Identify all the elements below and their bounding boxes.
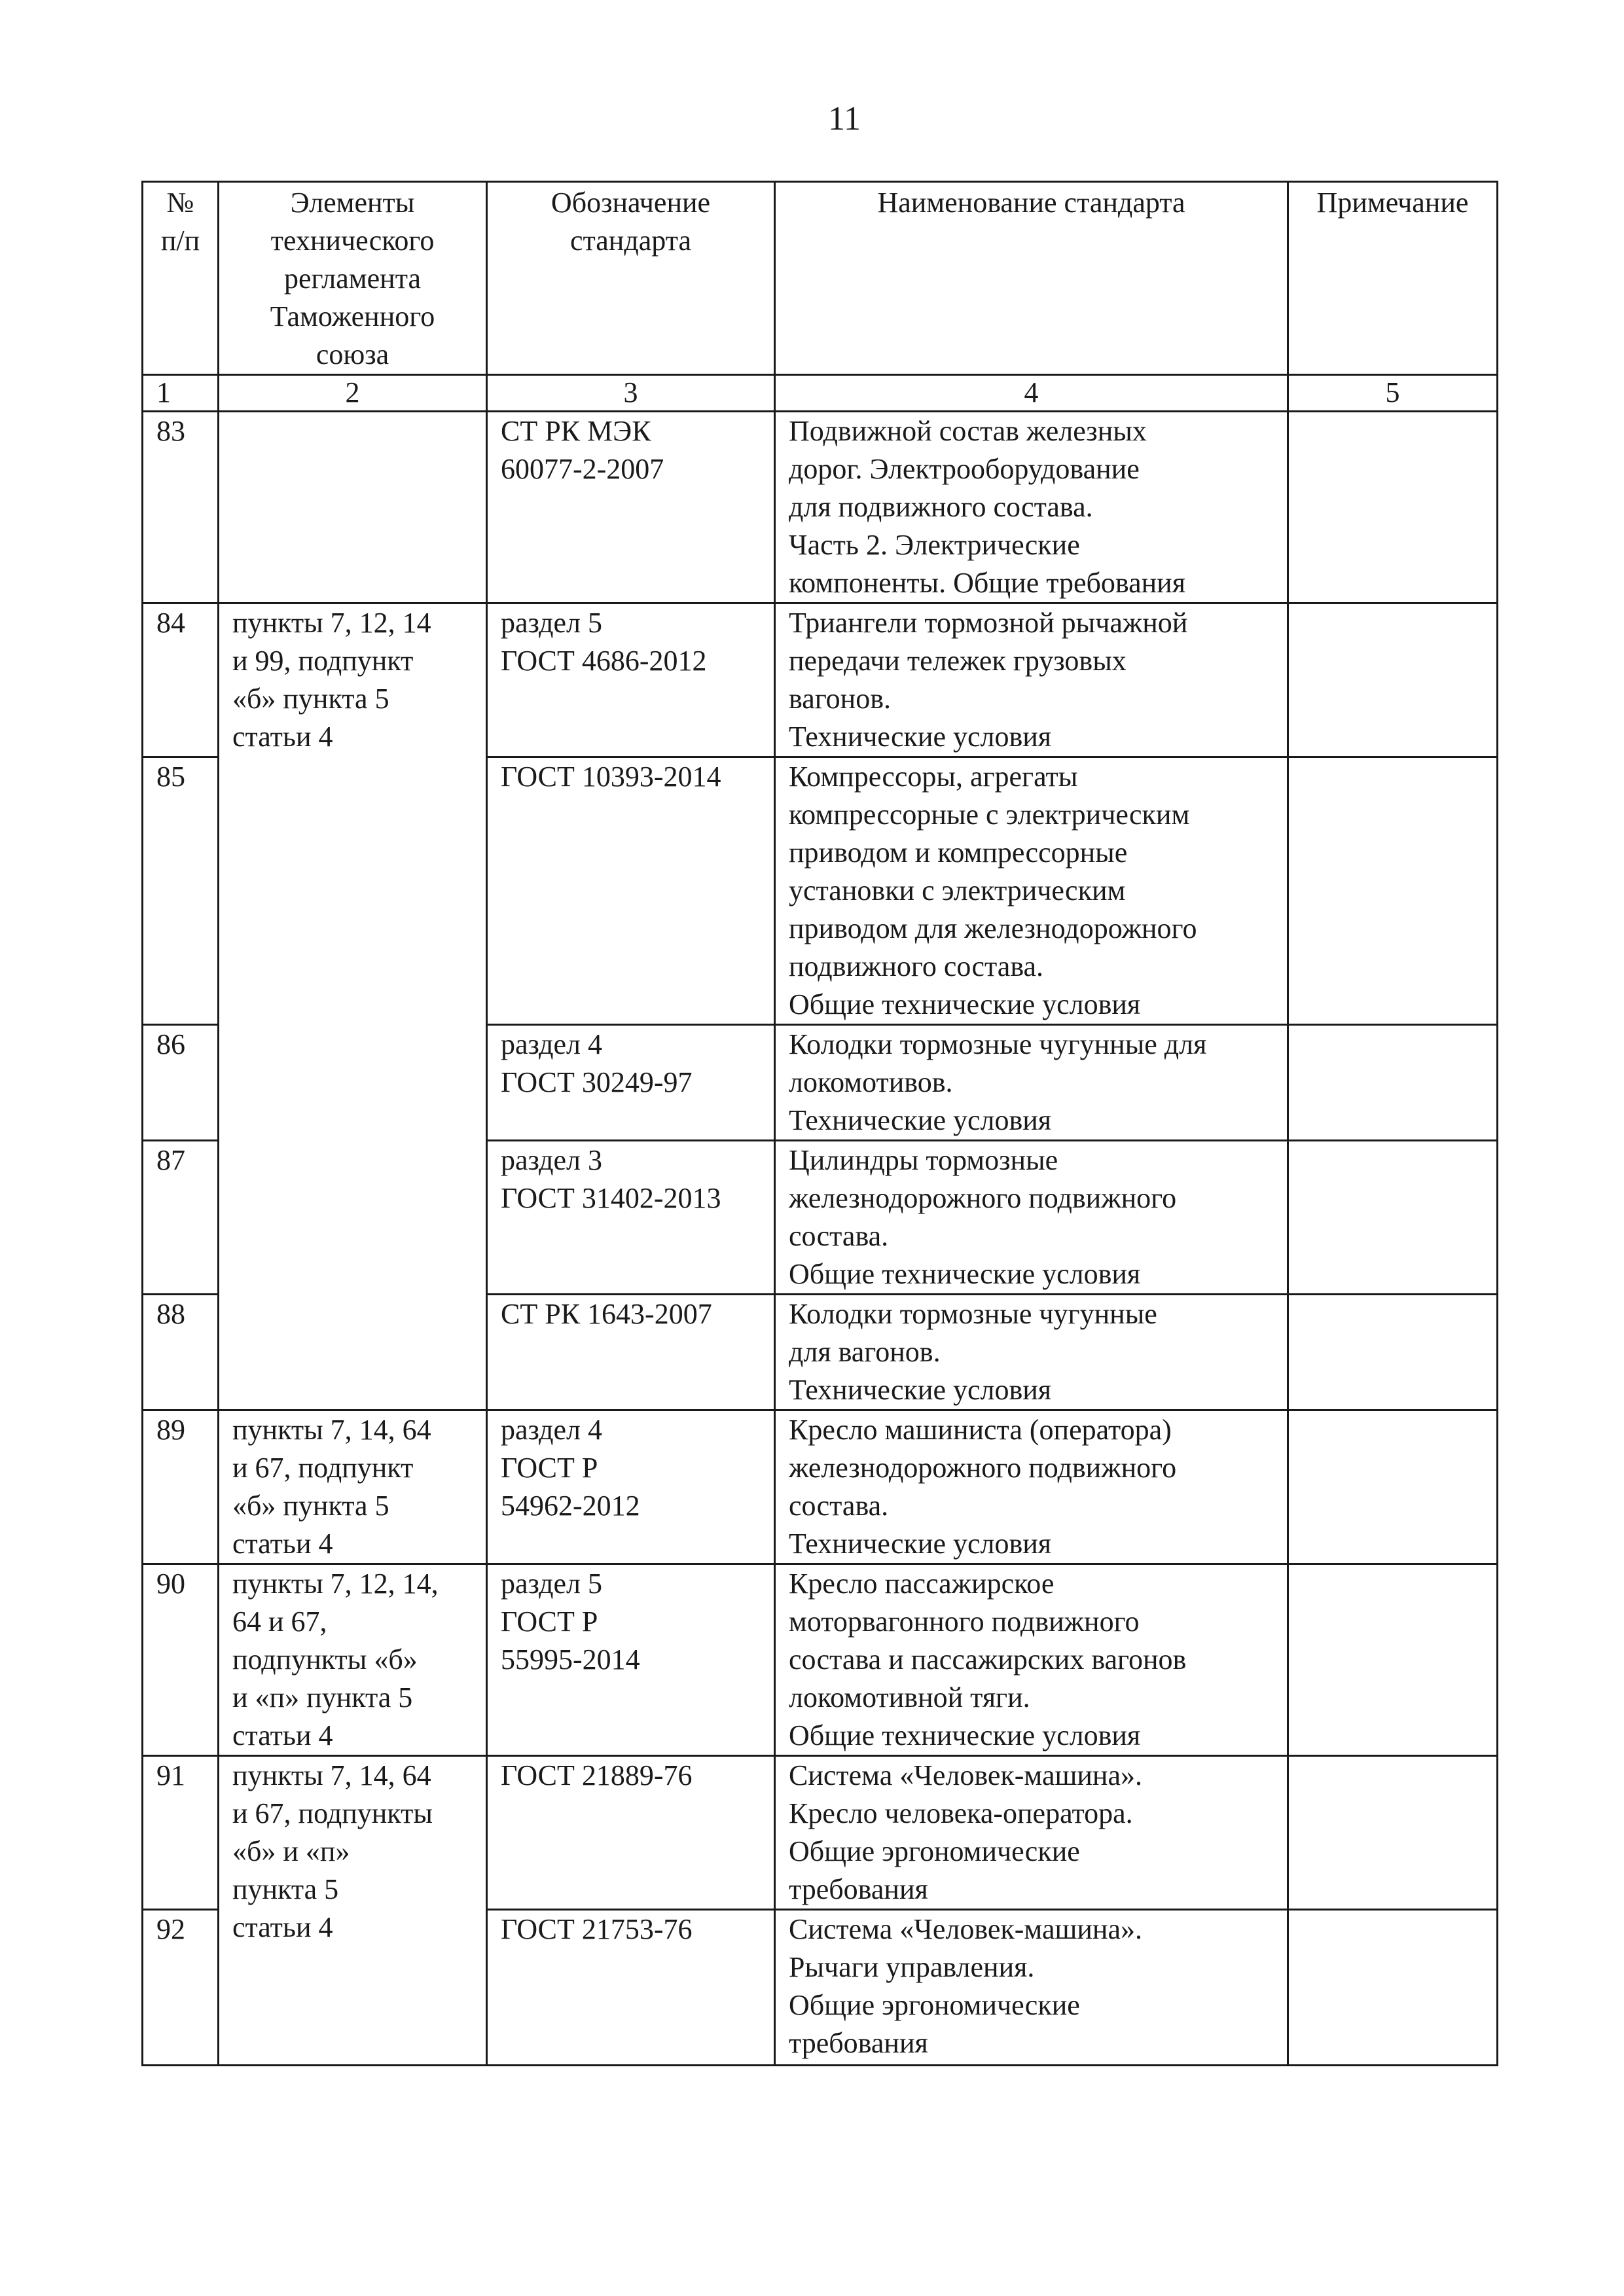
row-standard-name: Система «Человек-машина». Рычаги управления. Общие эргономические требования — [775, 1910, 1288, 2066]
row-designation: раздел 5 ГОСТ Р 55995-2014 — [487, 1564, 775, 1756]
header-row — [143, 182, 1498, 375]
row-designation: ГОСТ 10393-2014 — [487, 757, 775, 1025]
row-number: 86 — [143, 1025, 219, 1141]
row-note — [1288, 1910, 1498, 2066]
table-row — [143, 1564, 1498, 1756]
row-designation: ГОСТ 21753-76 — [487, 1910, 775, 2066]
row-standard-name: Система «Человек-машина». Кресло человека-оператора. Общие эргономические требования — [775, 1756, 1288, 1910]
table-row — [143, 412, 1498, 603]
header-note: Примечание — [1288, 182, 1498, 375]
table-row — [143, 1410, 1498, 1564]
row-standard-name: Триангели тормозной рычажной передачи тележек грузовых вагонов. Технические условия — [775, 603, 1288, 757]
row-note — [1288, 1410, 1498, 1564]
row-number: 89 — [143, 1410, 219, 1564]
row-standard-name: Подвижной состав железных дорог. Электрооборудование для подвижного состава. Часть 2. Электрические компоненты. Общие требования — [775, 412, 1288, 603]
row-elements: пункты 7, 12, 14, 64 и 67, подпункты «б» и «п» пункта 5 статьи 4 — [219, 1564, 487, 1756]
row-note — [1288, 1141, 1498, 1295]
header-number: № п/п — [143, 182, 219, 375]
row-designation: СТ РК МЭК 60077-2-2007 — [487, 412, 775, 603]
row-standard-name: Колодки тормозные чугунные для вагонов. Технические условия — [775, 1295, 1288, 1410]
row-elements: пункты 7, 14, 64 и 67, подпункты «б» и «п» пункта 5 статьи 4 — [219, 1756, 487, 2066]
row-designation: ГОСТ 21889-76 — [487, 1756, 775, 1910]
row-designation: раздел 4 ГОСТ 30249-97 — [487, 1025, 775, 1141]
row-note — [1288, 603, 1498, 757]
row-number: 92 — [143, 1910, 219, 2066]
column-number: 2 — [219, 375, 487, 412]
row-number: 91 — [143, 1756, 219, 1910]
standards-table — [141, 181, 1498, 2066]
row-designation: раздел 4 ГОСТ Р 54962-2012 — [487, 1410, 775, 1564]
row-designation: раздел 5 ГОСТ 4686-2012 — [487, 603, 775, 757]
row-standard-name: Колодки тормозные чугунные для локомотивов. Технические условия — [775, 1025, 1288, 1141]
column-number: 3 — [487, 375, 775, 412]
row-standard-name: Цилиндры тормозные железнодорожного подвижного состава. Общие технические условия — [775, 1141, 1288, 1295]
row-note — [1288, 1564, 1498, 1756]
row-note — [1288, 757, 1498, 1025]
row-number: 85 — [143, 757, 219, 1025]
column-number: 1 — [143, 375, 219, 412]
header-designation: Обозначение стандарта — [487, 182, 775, 375]
row-elements: пункты 7, 14, 64 и 67, подпункт «б» пункта 5 статьи 4 — [219, 1410, 487, 1564]
column-number: 5 — [1288, 375, 1498, 412]
header-elements: Элементы технического регламента Таможенного союза — [219, 182, 487, 375]
row-standard-name: Кресло пассажирское моторвагонного подвижного состава и пассажирских вагонов локомотивной тяги. Общие технические условия — [775, 1564, 1288, 1756]
row-designation: СТ РК 1643-2007 — [487, 1295, 775, 1410]
row-note — [1288, 1756, 1498, 1910]
row-number: 90 — [143, 1564, 219, 1756]
table-row — [143, 603, 1498, 757]
row-note — [1288, 1295, 1498, 1410]
column-numbers-row — [143, 375, 1498, 412]
row-number: 83 — [143, 412, 219, 603]
row-number: 88 — [143, 1295, 219, 1410]
row-note — [1288, 412, 1498, 603]
row-number: 87 — [143, 1141, 219, 1295]
page-number: 11 — [827, 100, 861, 137]
header-standard-name: Наименование стандарта — [775, 182, 1288, 375]
row-elements: пункты 7, 12, 14 и 99, подпункт «б» пункта 5 статьи 4 — [219, 603, 487, 1410]
row-standard-name: Компрессоры, агрегаты компрессорные с электрическим приводом и компрессорные установки с электрическим приводом для железнодорожного подвижного состава. Общие технические условия — [775, 757, 1288, 1025]
row-note — [1288, 1025, 1498, 1141]
column-number: 4 — [775, 375, 1288, 412]
table-row — [143, 1756, 1498, 1910]
row-number: 84 — [143, 603, 219, 757]
row-designation: раздел 3 ГОСТ 31402-2013 — [487, 1141, 775, 1295]
row-elements — [219, 412, 487, 603]
row-standard-name: Кресло машиниста (оператора) железнодорожного подвижного состава. Технические условия — [775, 1410, 1288, 1564]
